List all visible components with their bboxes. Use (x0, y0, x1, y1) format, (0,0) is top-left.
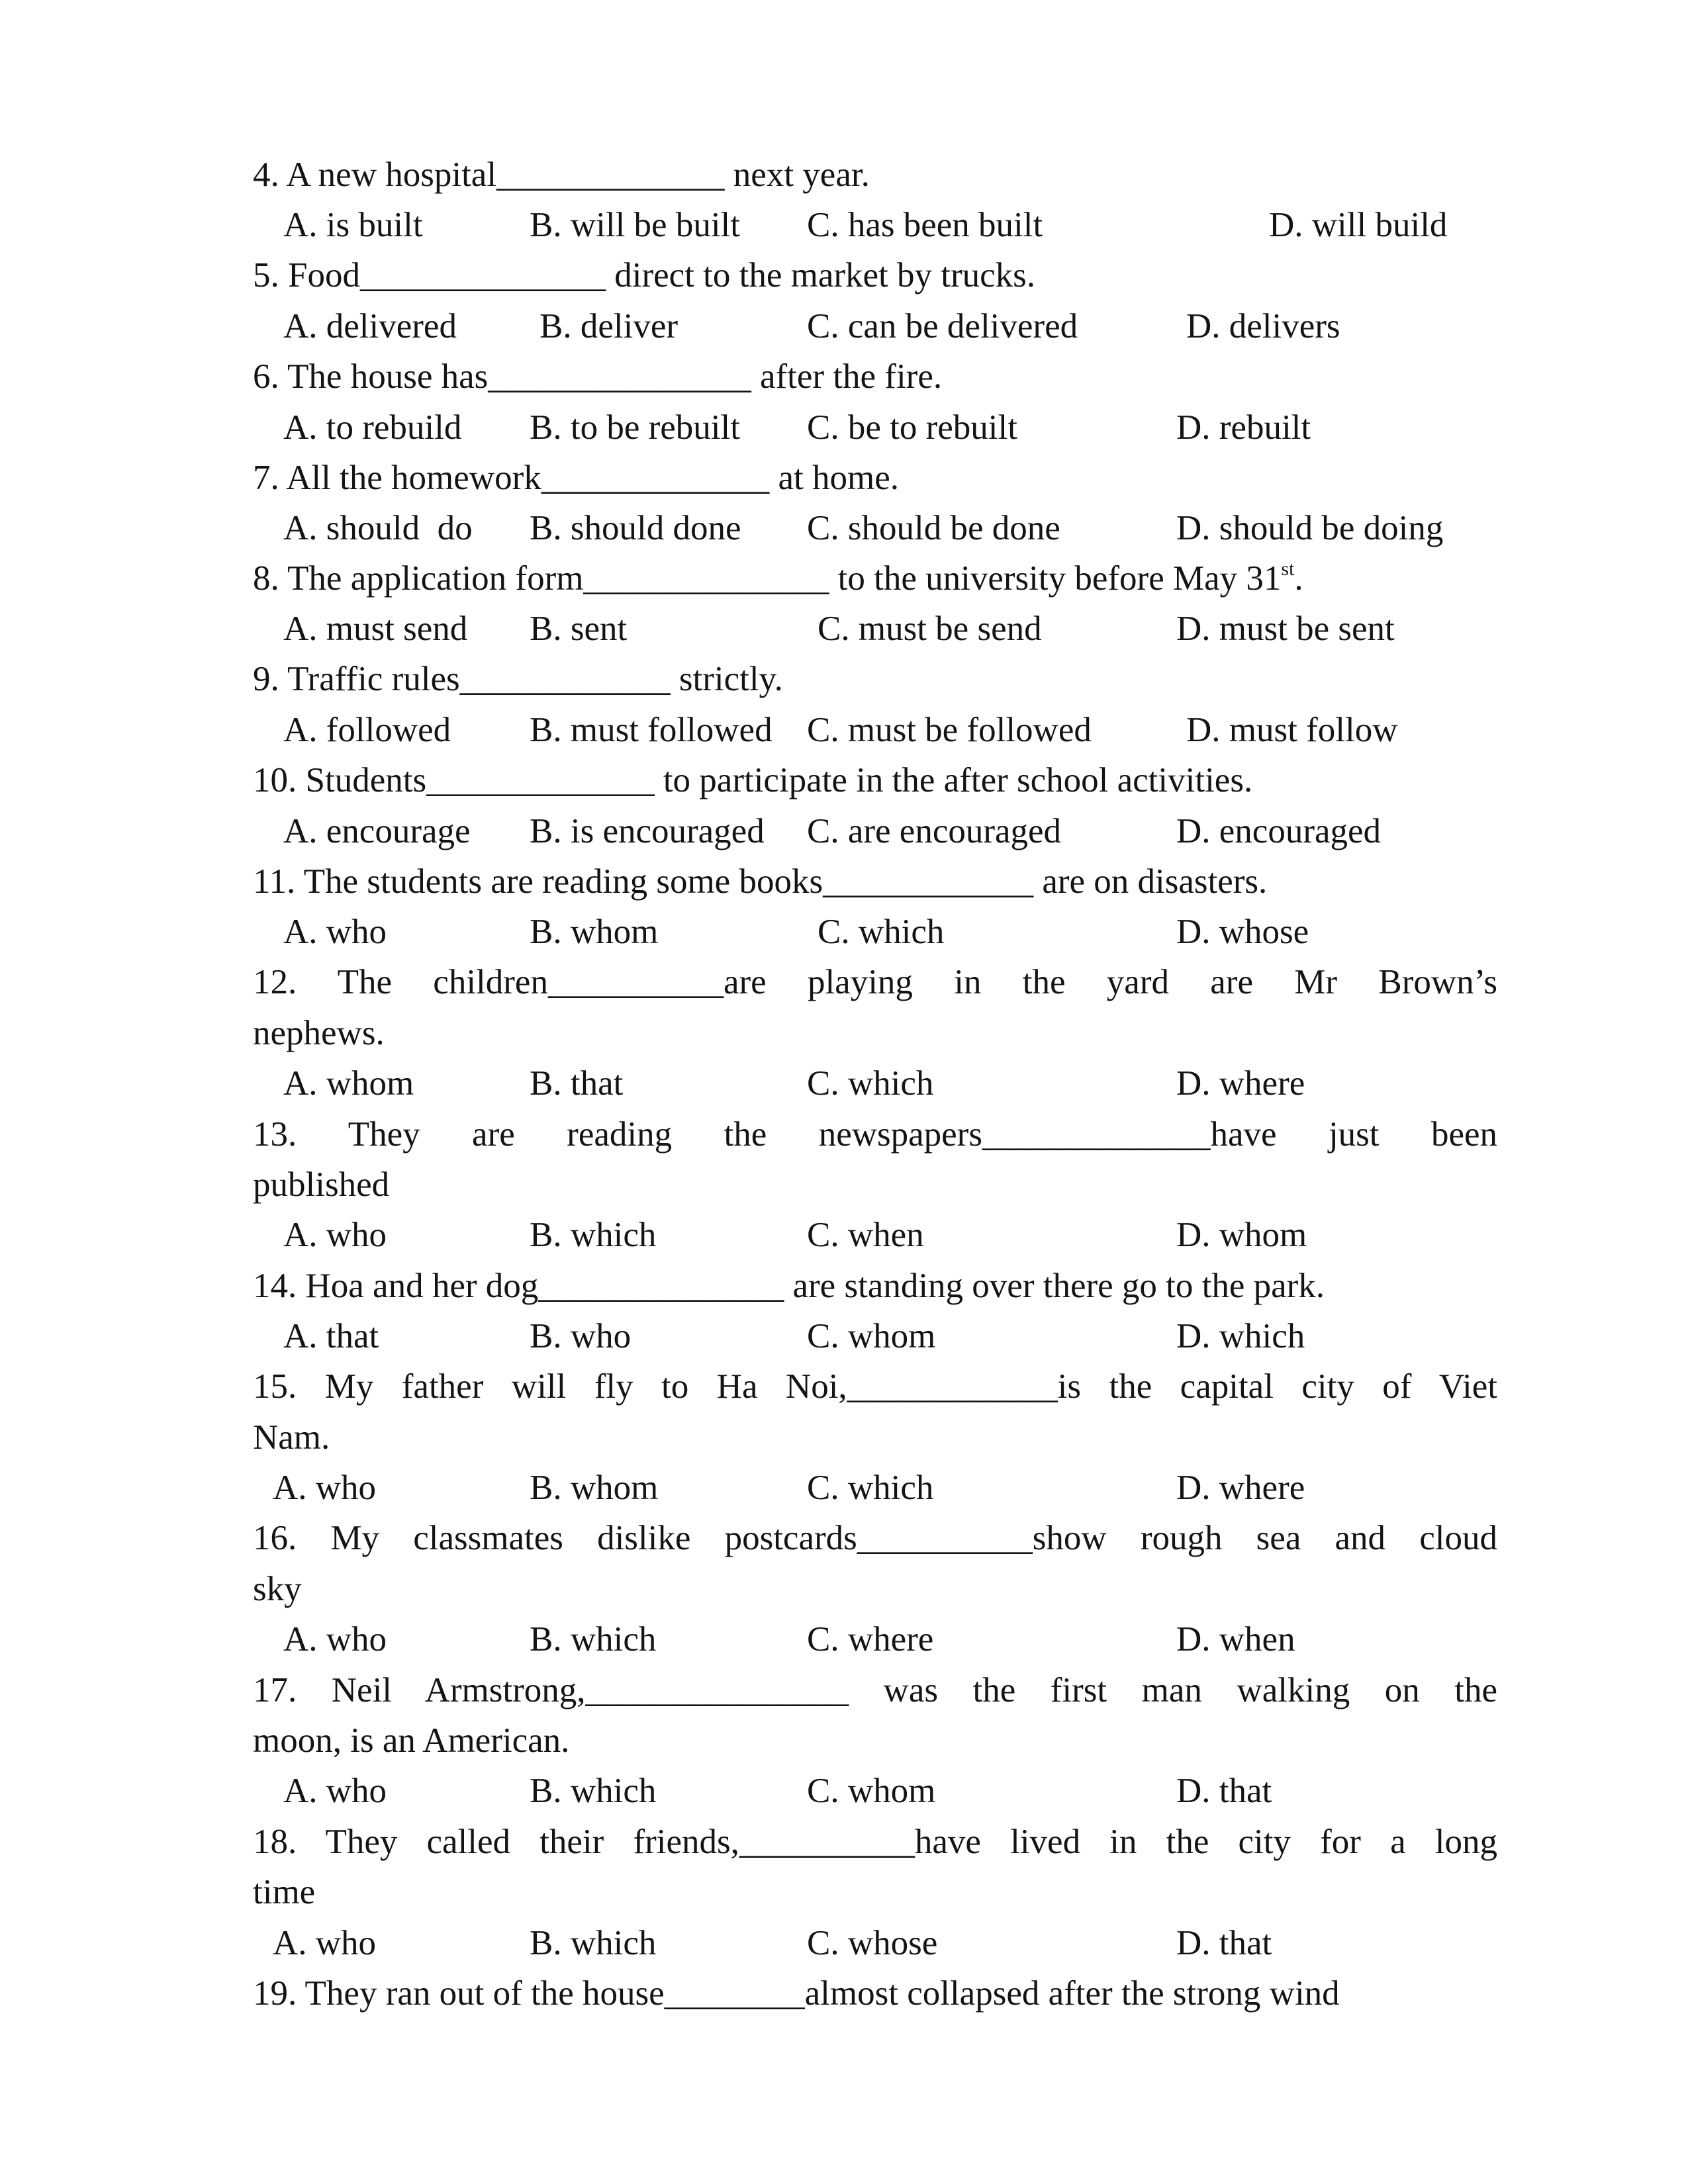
question-16-option-b: B. which (530, 1620, 657, 1659)
question-5-option-c: C. can be delivered (807, 307, 1078, 345)
question-5-text: 5. Food______________ direct to the market by trucks. (253, 256, 1036, 295)
question-10-text: 10. Students_____________ to participate in the after school activities. (253, 761, 1253, 799)
question-18-option-d: D. that (1176, 1924, 1272, 1962)
question-4-option-a: A. is built (283, 206, 423, 244)
question-4-option-d: D. will build (1269, 206, 1448, 244)
question-14-option-c: C. whom (807, 1317, 936, 1355)
question-8-stem: 8. The application form______________ to the university before May 31 (253, 559, 1282, 598)
question-17-text-line-1: 17. Neil Armstrong,_______________ was the first man walking on the (253, 1671, 1497, 1709)
question-8-superscript: st (1281, 558, 1295, 580)
question-8-text (253, 558, 1497, 598)
question-16-option-d: D. when (1176, 1620, 1295, 1659)
question-7-text: 7. All the homework_____________ at home. (253, 459, 899, 497)
question-11-option-a: A. who (283, 913, 387, 951)
question-8-option-b: B. sent (530, 610, 628, 648)
question-18-text-line-2: time (253, 1873, 316, 1911)
question-16-text-line-1: 16. My classmates dislike postcards__________show rough sea and cloud (253, 1519, 1497, 1557)
question-14-text: 14. Hoa and her dog______________ are standing over there go to the park. (253, 1267, 1325, 1305)
question-18-option-c: C. whose (807, 1924, 938, 1962)
question-17-option-b: B. which (530, 1772, 657, 1810)
question-14-option-d: D. which (1176, 1317, 1305, 1355)
question-11-option-d: D. whose (1176, 913, 1309, 951)
question-6-option-b: B. to be rebuilt (530, 408, 740, 447)
question-13-option-a: A. who (283, 1216, 387, 1254)
question-9-text: 9. Traffic rules____________ strictly. (253, 660, 783, 698)
question-19-text: 19. They ran out of the house________almost collapsed after the strong wind (253, 1974, 1340, 2013)
question-7-option-c: C. should be done (807, 509, 1060, 547)
question-17-option-d: D. that (1176, 1772, 1272, 1810)
question-13-text-line-1: 13. They are reading the newspapers_____________have just been (253, 1115, 1497, 1154)
question-15-text-line-1: 15. My father will fly to Ha Noi,____________is the capital city of Viet (253, 1367, 1497, 1406)
question-7-option-b: B. should done (530, 509, 741, 547)
question-15-option-a: A. who (273, 1469, 377, 1507)
question-14-option-a: A. that (283, 1317, 379, 1355)
question-13-option-b: B. which (530, 1216, 657, 1254)
question-15-option-c: C. which (807, 1469, 934, 1507)
question-8-option-c: C. must be send (818, 610, 1042, 648)
question-12-text-line-2: nephews. (253, 1014, 385, 1052)
question-5-option-a: A. delivered (283, 307, 457, 345)
question-7-option-a: A. should do (283, 509, 473, 547)
question-8-period: . (1294, 559, 1303, 598)
question-9-option-a: A. followed (283, 711, 451, 749)
question-11-option-c: C. which (818, 913, 945, 951)
question-15-text-line-2: Nam. (253, 1418, 330, 1457)
question-13-text-line-2: published (253, 1165, 390, 1204)
question-9-option-d: D. must follow (1186, 711, 1398, 749)
question-15-option-d: D. where (1176, 1469, 1305, 1507)
question-17-option-c: C. whom (807, 1772, 936, 1810)
question-18-option-b: B. which (530, 1924, 657, 1962)
question-9-option-c: C. must be followed (807, 711, 1092, 749)
question-12-text-line-1: 12. The children__________are playing in the yard are Mr Brown’s (253, 963, 1497, 1001)
question-5-option-b: B. deliver (539, 307, 678, 345)
question-4-option-b: B. will be built (530, 206, 740, 244)
question-13-option-d: D. whom (1176, 1216, 1307, 1254)
question-16-text-line-2: sky (253, 1570, 302, 1608)
question-8-option-d: D. must be sent (1176, 610, 1395, 648)
question-4-text: 4. A new hospital_____________ next year. (253, 156, 870, 194)
question-8-option-a: A. must send (283, 610, 468, 648)
question-5-option-d: D. delivers (1186, 307, 1340, 345)
question-10-option-a: A. encourage (283, 812, 471, 850)
question-16-option-c: C. where (807, 1620, 934, 1659)
question-6-option-d: D. rebuilt (1176, 408, 1311, 447)
question-6-option-a: A. to rebuild (283, 408, 462, 447)
question-7-option-d: D. should be doing (1176, 509, 1444, 547)
question-14-option-b: B. who (530, 1317, 632, 1355)
question-15-option-b: B. whom (530, 1469, 659, 1507)
question-12-option-c: C. which (807, 1064, 934, 1103)
question-11-text: 11. The students are reading some books____________ are on disasters. (253, 862, 1268, 901)
question-10-option-b: B. is encouraged (530, 812, 765, 850)
question-4-option-c: C. has been built (807, 206, 1043, 244)
question-6-option-c: C. be to rebuilt (807, 408, 1017, 447)
question-12-option-d: D. where (1176, 1064, 1305, 1103)
question-18-option-a: A. who (273, 1924, 377, 1962)
question-13-option-c: C. when (807, 1216, 924, 1254)
question-18-text-line-1: 18. They called their friends,__________have lived in the city for a long (253, 1823, 1497, 1861)
question-11-option-b: B. whom (530, 913, 659, 951)
question-12-option-a: A. whom (283, 1064, 414, 1103)
question-10-option-d: D. encouraged (1176, 812, 1382, 850)
question-16-option-a: A. who (283, 1620, 387, 1659)
question-10-option-c: C. are encouraged (807, 812, 1062, 850)
question-17-text-line-2: moon, is an American. (253, 1721, 570, 1760)
question-9-option-b: B. must followed (530, 711, 773, 749)
question-12-option-b: B. that (530, 1064, 624, 1103)
question-6-text: 6. The house has_______________ after the fire. (253, 357, 943, 396)
question-17-option-a: A. who (283, 1772, 387, 1810)
